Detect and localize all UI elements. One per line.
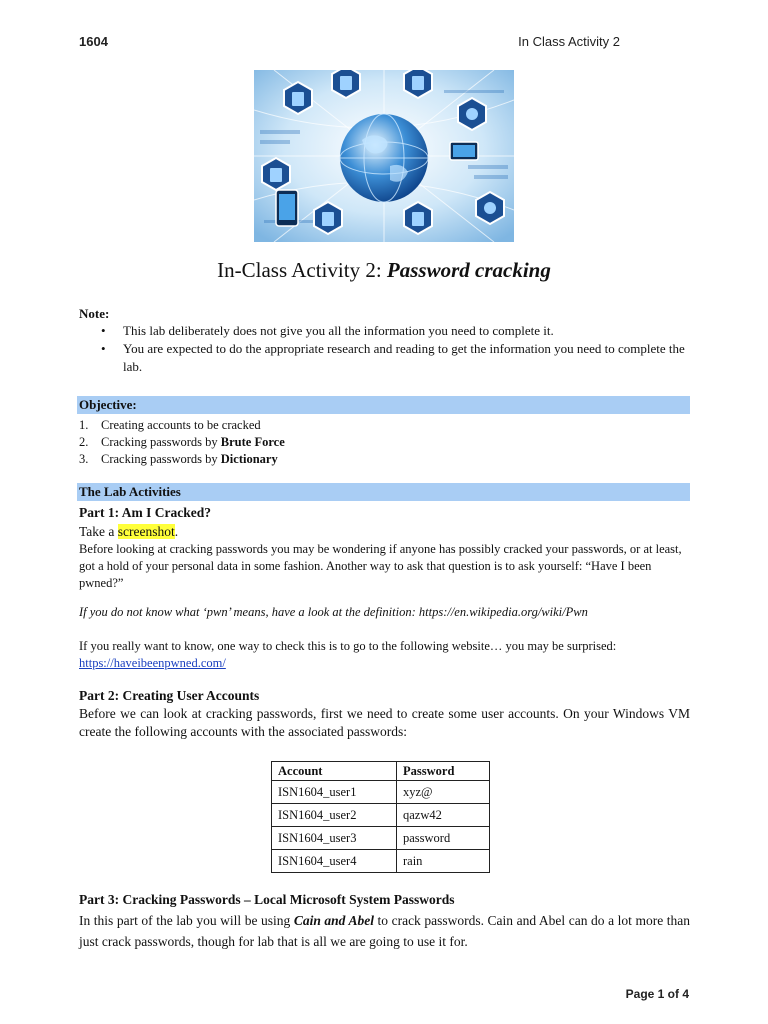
objective-text: Cracking passwords by [101, 435, 221, 449]
part1-take-screenshot [79, 523, 690, 540]
note-bullet-1: • This lab deliberately does not give you all the information you need to complete it. [79, 322, 689, 340]
account-cell: ISN1604_user4 [272, 850, 397, 873]
table-row [272, 804, 490, 827]
take-prefix: Take a [79, 524, 118, 539]
objective-text: Creating accounts to be cracked [101, 418, 261, 432]
take-suffix: . [174, 524, 179, 539]
note-list [79, 322, 689, 376]
objective-heading: Objective: [77, 396, 690, 414]
objective-item-3 [79, 451, 285, 468]
header-activity-name: In Class Activity 2 [518, 34, 620, 49]
part3-prefix: In this part of the lab you will be using [79, 913, 294, 928]
part3-paragraph [79, 910, 690, 952]
column-header-account: Account [272, 762, 397, 781]
screenshot-highlight: screenshot [117, 524, 175, 539]
objective-bold: Brute Force [220, 435, 285, 449]
objective-item-2 [79, 434, 285, 451]
account-cell: ISN1604_user1 [272, 781, 397, 804]
haveibeenpwned-link[interactable]: https://haveibeenpwned.com/ [79, 656, 226, 670]
page-title [0, 258, 768, 283]
objective-bold: Dictionary [220, 452, 278, 466]
objective-number: 2. [79, 435, 89, 449]
part3-heading: Part 3: Cracking Passwords – Local Microsoft System Passwords [79, 892, 455, 907]
password-cell: password [397, 827, 490, 850]
note-label: Note: [79, 306, 110, 321]
password-cell: xyz@ [397, 781, 490, 804]
lab-activities-heading: The Lab Activities [77, 483, 690, 501]
objective-number: 3. [79, 452, 89, 466]
part1-heading: Part 1: Am I Cracked? [79, 505, 211, 520]
network-globe-illustration [254, 70, 514, 242]
objective-text: Cracking passwords by [101, 452, 221, 466]
account-cell: ISN1604_user3 [272, 827, 397, 850]
part2-heading: Part 2: Creating User Accounts [79, 688, 260, 703]
cain-and-abel-name: Cain and Abel [293, 913, 374, 928]
part1-website-paragraph [79, 638, 690, 672]
title-prefix: In-Class Activity 2: [217, 258, 387, 282]
title-emphasis: Password cracking [386, 258, 551, 282]
objective-number: 1. [79, 418, 89, 432]
column-header-password: Password [397, 762, 490, 781]
part3-suffix: to crack passwords. Cain and Abel can do a lot more than just crack passwords, though for lab that is all we are going to use it for. [79, 913, 690, 949]
note-bullet-2: • You are expected to do the appropriate research and reading to get the information you need to complete the lab. [79, 340, 689, 376]
accounts-table [271, 761, 490, 873]
header-course-code: 1604 [79, 34, 108, 49]
table-row [272, 827, 490, 850]
password-cell: qazw42 [397, 804, 490, 827]
pwn-definition-note: If you do not know what ‘pwn’ means, have a look at the definition: https://en.wikipedia.org/wiki/Pwn [79, 605, 588, 619]
account-cell: ISN1604_user2 [272, 804, 397, 827]
table-header-row [272, 762, 490, 781]
part1-paragraph: Before looking at cracking passwords you may be wondering if anyone has possibly cracked your passwords, or at least, got a hold of your personal data in some fashion. Another way to ask that question is to ask yourself: “Have I been pwned?” [79, 542, 682, 590]
page-number: Page 1 of 4 [625, 987, 689, 1001]
objective-item-1 [79, 417, 285, 434]
password-cell: rain [397, 850, 490, 873]
objective-list [79, 417, 285, 468]
table-row [272, 850, 490, 873]
part2-paragraph: Before we can look at cracking passwords, first we need to create some user accounts. On your Windows VM create the following accounts with the associated passwords: [79, 706, 690, 739]
table-row [272, 781, 490, 804]
website-intro: If you really want to know, one way to check this is to go to the following website… you may be surprised: [79, 639, 617, 653]
